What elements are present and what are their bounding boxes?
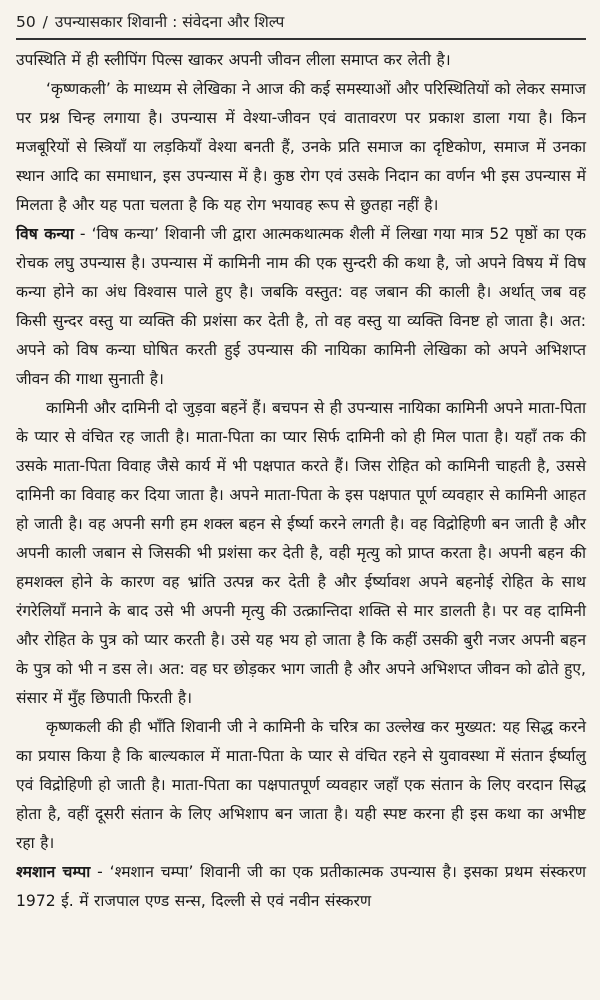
page-number: 50 xyxy=(16,13,36,31)
paragraph-continuation: उपस्थिति में ही स्लीपिंग पिल्स खाकर अपनी जीवन लीला समाप्त कर लेती है। xyxy=(16,50,451,69)
paragraph-vish-kanya: विष कन्या - ‘विष कन्या’ शिवानी जी द्वारा आत्मकथात्मक शैली में लिखा गया मात्र 52 पृष्ठों का एक रोचक लघु उपन्यास है। उपन्यास में कामिनी नाम की एक सुन्दरी की कथा है, जो अपने विषय में विष कन्या होने का अंध विश्वास पाले हुए है। जबकि वस्तुत: वह जबान की काली है। अर्थात् जब वह किसी सुन्दर वस्तु या व्यक्ति की प्रशंसा कर देती है, तो वह वस्तु या व्यक्ति विनष्ट हो जाता है। अत: अपने को विष कन्या घोषित करती हुई उपन्यास की नायिका कामिनी लेखिका को अपने अभिशप्त जीवन की गाथा सुनाती है। xyxy=(16,224,586,388)
paragraph-shmashan-champa: श्मशान चम्पा - ‘श्मशान चम्पा’ शिवानी जी का एक प्रतीकात्मक उपन्यास है। इसका प्रथम संस्करण 1972 ई. में राजपाल एण्ड सन्स, दिल्ली से एवं नवीन संस्करण xyxy=(16,862,587,910)
header-separator: / xyxy=(42,13,48,31)
header-rule xyxy=(16,38,586,40)
section-heading-vish-kanya: विष कन्या xyxy=(16,224,74,243)
running-header xyxy=(16,10,586,36)
paragraph-krishnakali: ‘कृष्णकली’ के माध्यम से लेखिका ने आज की कई समस्याओं और परिस्थितियों को लेकर समाज पर प्रश्न चिन्ह लगाया है। उपन्यास में वेश्या-जीवन एवं वातावरण पर प्रकाश डाला गया है। किन मजबूरियों से स्त्रियाँ या लड़कियाँ वेश्या बनती हैं, उनके प्रति समाज का दृष्टिकोण, समाज में उनका स्थान आदि का समाधान, इस उपन्यास में है। कुष्ठ रोग एवं उसके निदान का वर्णन भी इस उपन्यास में मिलता है और यह पता चलता है कि यह रोग भयावह रूप से छुतहा नहीं है। xyxy=(16,79,586,214)
paragraph-kamini-damini: कामिनी और दामिनी दो जुड़वा बहनें हैं। बचपन से ही उपन्यास नायिका कामिनी अपने माता-पिता के प्यार से वंचित रह जाती है। माता-पिता का प्यार सिर्फ दामिनी को ही मिल पाता है। यहाँ तक की उसके माता-पिता विवाह जैसे कार्य में भी पक्षपात करते हैं। जिस रोहित को कामिनी चाहती है, उससे दामिनी का विवाह कर दिया जाता है। अपने माता-पिता के इस पक्षपात पूर्ण व्यवहार से कामिनी आहत हो जाती है। वह अपनी सगी हम शक्ल बहन से ईर्ष्या करने लगती है। वह विद्रोहिणी बन जाती है और अपनी काली जबान से जिसकी भी प्रशंसा कर देती है, वही मृत्यु को प्राप्त करता है। अपनी बहन की हमशक्ल होने के कारण वह भ्रांति उत्पन्न कर देती है और ईर्ष्यावश अपने बहनोई रोहित के साथ रंगरेलियाँ मनाने के बाद उसे भी अपनी मृत्यु की उत्क्रान्तिदा शक्ति से मार डालती है। पर वह दामिनी और रोहित के पुत्र को प्यार करती है। उसे यह भय हो जाता है कि कहीं उसकी बुरी नजर अपनी बहन के पुत्र को भी न डस ले। अत: वह घर छोड़कर भाग जाती है और अपने अभिशप्त जीवन को ढोते हुए, संसार में मुँह छिपाती फिरती है। xyxy=(16,398,586,707)
running-title: उपन्यासकार शिवानी : संवेदना और शिल्प xyxy=(54,13,285,31)
paragraph-conclusion: कृष्णकली की ही भाँति शिवानी जी ने कामिनी के चरित्र का उल्लेख कर मुख्यत: यह सिद्ध करने का प्रयास किया है कि बाल्यकाल में माता-पिता के प्यार से वंचित रहने से युवावस्था में संतान ईर्ष्यालु एवं विद्रोहिणी हो जाती है। माता-पिता का पक्षपातपूर्ण व्यवहार जहाँ एक संतान के लिए वरदान सिद्ध होता है, वहीं दूसरी संतान के लिए अभिशाप बन जाता है। यही स्पष्ट करना ही इस कथा का अभीष्ट रहा है। xyxy=(16,717,586,852)
section-heading-shmashan-champa: श्मशान चम्पा xyxy=(16,862,91,881)
